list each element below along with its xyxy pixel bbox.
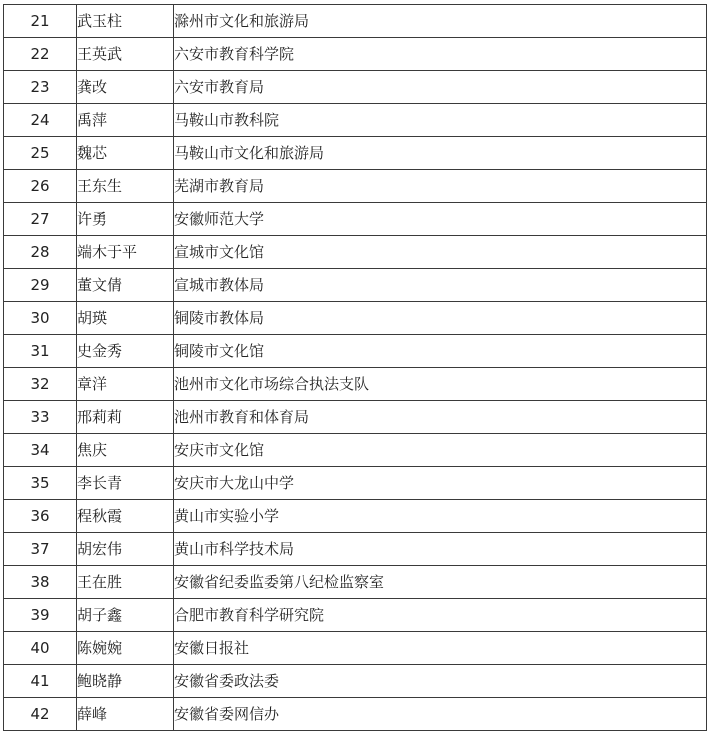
- table-row: [4, 434, 707, 467]
- organization: 铜陵市教体局: [174, 302, 707, 335]
- table-row: [4, 269, 707, 302]
- row-number: 38: [4, 566, 77, 599]
- person-name: 禹萍: [77, 104, 174, 137]
- table-row: [4, 632, 707, 665]
- person-name: 武玉柱: [77, 5, 174, 38]
- row-number: 40: [4, 632, 77, 665]
- organization: 芜湖市教育局: [174, 170, 707, 203]
- person-name: 胡子鑫: [77, 599, 174, 632]
- organization: 安徽师范大学: [174, 203, 707, 236]
- row-number: 25: [4, 137, 77, 170]
- row-number: 39: [4, 599, 77, 632]
- person-name: 胡宏伟: [77, 533, 174, 566]
- person-name: 鲍晓静: [77, 665, 174, 698]
- organization: 安徽省纪委监委第八纪检监察室: [174, 566, 707, 599]
- organization: 铜陵市文化馆: [174, 335, 707, 368]
- person-name: 王在胜: [77, 566, 174, 599]
- person-name: 邢莉莉: [77, 401, 174, 434]
- person-name: 陈婉婉: [77, 632, 174, 665]
- organization: 安徽省委政法委: [174, 665, 707, 698]
- table-row: [4, 38, 707, 71]
- person-name: 王英武: [77, 38, 174, 71]
- row-number: 24: [4, 104, 77, 137]
- table-row: [4, 599, 707, 632]
- row-number: 41: [4, 665, 77, 698]
- person-name: 焦庆: [77, 434, 174, 467]
- table-row: [4, 236, 707, 269]
- table-row: [4, 533, 707, 566]
- table-row: [4, 698, 707, 731]
- row-number: 29: [4, 269, 77, 302]
- table-row: [4, 137, 707, 170]
- person-name: 许勇: [77, 203, 174, 236]
- row-number: 28: [4, 236, 77, 269]
- row-number: 26: [4, 170, 77, 203]
- row-number: 31: [4, 335, 77, 368]
- person-name: 王东生: [77, 170, 174, 203]
- organization: 宣城市文化馆: [174, 236, 707, 269]
- organization: 马鞍山市教科院: [174, 104, 707, 137]
- organization: 安徽省委网信办: [174, 698, 707, 731]
- organization: 宣城市教体局: [174, 269, 707, 302]
- roster-table: [3, 4, 707, 731]
- person-name: 李长青: [77, 467, 174, 500]
- person-name: 史金秀: [77, 335, 174, 368]
- table-row: [4, 500, 707, 533]
- person-name: 董文倩: [77, 269, 174, 302]
- organization: 六安市教育局: [174, 71, 707, 104]
- person-name: 端木于平: [77, 236, 174, 269]
- row-number: 32: [4, 368, 77, 401]
- table-row: [4, 401, 707, 434]
- row-number: 27: [4, 203, 77, 236]
- table-row: [4, 71, 707, 104]
- table-row: [4, 104, 707, 137]
- person-name: 魏芯: [77, 137, 174, 170]
- person-name: 薛峰: [77, 698, 174, 731]
- table-row: [4, 335, 707, 368]
- organization: 滁州市文化和旅游局: [174, 5, 707, 38]
- organization: 安徽日报社: [174, 632, 707, 665]
- row-number: 33: [4, 401, 77, 434]
- row-number: 23: [4, 71, 77, 104]
- row-number: 36: [4, 500, 77, 533]
- organization: 安庆市大龙山中学: [174, 467, 707, 500]
- row-number: 37: [4, 533, 77, 566]
- organization: 黄山市实验小学: [174, 500, 707, 533]
- table-row: [4, 566, 707, 599]
- organization: 安庆市文化馆: [174, 434, 707, 467]
- row-number: 21: [4, 5, 77, 38]
- table-row: [4, 5, 707, 38]
- person-name: 程秋霞: [77, 500, 174, 533]
- organization: 马鞍山市文化和旅游局: [174, 137, 707, 170]
- row-number: 22: [4, 38, 77, 71]
- table-row: [4, 665, 707, 698]
- table-row: [4, 203, 707, 236]
- table-row: [4, 467, 707, 500]
- organization: 合肥市教育科学研究院: [174, 599, 707, 632]
- table-row: [4, 170, 707, 203]
- organization: 池州市教育和体育局: [174, 401, 707, 434]
- roster-table-body: [4, 5, 707, 731]
- person-name: 章洋: [77, 368, 174, 401]
- person-name: 龚改: [77, 71, 174, 104]
- organization: 黄山市科学技术局: [174, 533, 707, 566]
- organization: 六安市教育科学院: [174, 38, 707, 71]
- organization: 池州市文化市场综合执法支队: [174, 368, 707, 401]
- row-number: 42: [4, 698, 77, 731]
- row-number: 30: [4, 302, 77, 335]
- table-row: [4, 302, 707, 335]
- row-number: 35: [4, 467, 77, 500]
- row-number: 34: [4, 434, 77, 467]
- person-name: 胡瑛: [77, 302, 174, 335]
- table-row: [4, 368, 707, 401]
